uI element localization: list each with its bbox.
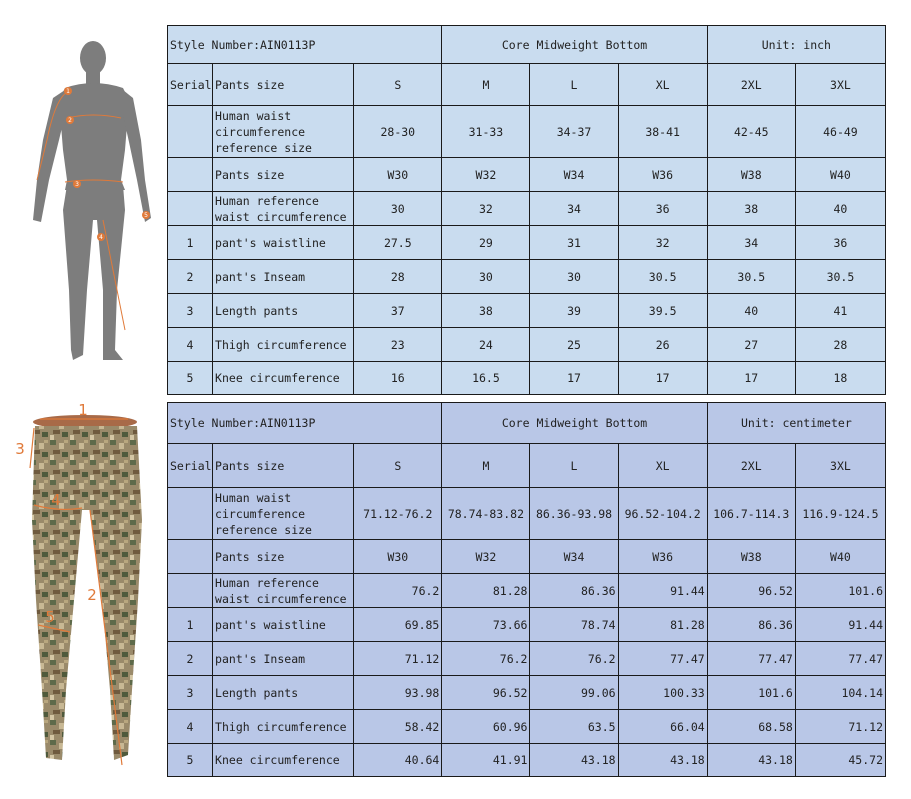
table-row (168, 710, 886, 744)
value-cell: 28-30 (354, 106, 442, 158)
table-row (168, 192, 886, 226)
row-label: Thigh circumference (213, 710, 354, 744)
value-cell: 76.2 (530, 642, 618, 676)
size-chart-centimeter (167, 402, 886, 777)
value-cell: 63.5 (530, 710, 618, 744)
serial-cell (168, 192, 213, 226)
pants-marker-1: 1 (78, 401, 88, 419)
serial-cell (168, 574, 213, 608)
product-name: Core Midweight Bottom (442, 26, 707, 64)
unit-label: Unit: inch (707, 26, 885, 64)
value-cell: W30 (354, 540, 442, 574)
table-row (168, 574, 886, 608)
value-cell: 77.47 (795, 642, 885, 676)
table-row (168, 158, 886, 192)
serial-cell: 3 (168, 294, 213, 328)
serial-cell: 4 (168, 710, 213, 744)
body-marker-3 (73, 180, 81, 188)
value-cell: 27 (707, 328, 795, 362)
table-row (168, 608, 886, 642)
body-measurement-figure (25, 30, 170, 375)
value-cell: 30.5 (618, 260, 707, 294)
table-header-row (168, 444, 886, 488)
value-cell: 45.72 (795, 744, 885, 777)
value-cell: 116.9-124.5 (795, 488, 885, 540)
serial-cell (168, 106, 213, 158)
table-row (168, 362, 886, 395)
value-cell: 43.18 (530, 744, 618, 777)
serial-cell: 3 (168, 676, 213, 710)
value-cell: 24 (442, 328, 530, 362)
value-cell: 37 (354, 294, 442, 328)
value-cell: 71.12-76.2 (354, 488, 442, 540)
value-cell: 23 (354, 328, 442, 362)
serial-cell: 5 (168, 362, 213, 395)
value-cell: 96.52-104.2 (618, 488, 707, 540)
value-cell: 17 (530, 362, 618, 395)
row-label: Human waist circumference reference size (213, 106, 354, 158)
svg-text:1: 1 (66, 88, 70, 95)
row-label: pant's waistline (213, 226, 354, 260)
serial-cell: 2 (168, 260, 213, 294)
size-header: M (442, 64, 530, 106)
value-cell: 16.5 (442, 362, 530, 395)
row-label: Knee circumference (213, 744, 354, 777)
value-cell: 36 (618, 192, 707, 226)
pants-measurement-figure (10, 400, 160, 775)
size-header: L (530, 444, 618, 488)
row-label: Length pants (213, 676, 354, 710)
size-header: 3XL (795, 64, 885, 106)
value-cell: 93.98 (354, 676, 442, 710)
size-header: S (354, 444, 442, 488)
size-header: L (530, 64, 618, 106)
body-marker-1 (64, 87, 72, 95)
value-cell: 58.42 (354, 710, 442, 744)
value-cell: 101.6 (707, 676, 795, 710)
svg-text:3: 3 (75, 181, 79, 188)
value-cell: 86.36 (707, 608, 795, 642)
value-cell: 46-49 (795, 106, 885, 158)
value-cell: 39 (530, 294, 618, 328)
value-cell: 78.74 (530, 608, 618, 642)
value-cell: 30.5 (707, 260, 795, 294)
table-row (168, 260, 886, 294)
value-cell: 26 (618, 328, 707, 362)
value-cell: 30 (530, 260, 618, 294)
value-cell: 66.04 (618, 710, 707, 744)
row-label: Thigh circumference (213, 328, 354, 362)
value-cell: 101.6 (795, 574, 885, 608)
svg-text:4: 4 (99, 234, 103, 241)
value-cell: 17 (707, 362, 795, 395)
value-cell: 60.96 (442, 710, 530, 744)
value-cell: 25 (530, 328, 618, 362)
table-row (168, 642, 886, 676)
value-cell: W40 (795, 158, 885, 192)
size-header: 2XL (707, 64, 795, 106)
value-cell: 34 (530, 192, 618, 226)
value-cell: 27.5 (354, 226, 442, 260)
value-cell: 81.28 (618, 608, 707, 642)
size-header: XL (618, 64, 707, 106)
value-cell: W36 (618, 540, 707, 574)
value-cell: 96.52 (707, 574, 795, 608)
serial-header: Serial (168, 64, 213, 106)
value-cell: W32 (442, 158, 530, 192)
value-cell: 17 (618, 362, 707, 395)
value-cell: 73.66 (442, 608, 530, 642)
value-cell: 86.36-93.98 (530, 488, 618, 540)
table-title-row (168, 26, 886, 64)
table-row (168, 744, 886, 777)
product-name: Core Midweight Bottom (442, 403, 707, 444)
body-marker-4 (97, 233, 105, 241)
table-row (168, 106, 886, 158)
value-cell: 69.85 (354, 608, 442, 642)
size-header: S (354, 64, 442, 106)
value-cell: 77.47 (618, 642, 707, 676)
value-cell: W34 (530, 158, 618, 192)
serial-cell: 1 (168, 608, 213, 642)
table-row (168, 488, 886, 540)
value-cell: 28 (354, 260, 442, 294)
table-row (168, 328, 886, 362)
value-cell: 91.44 (795, 608, 885, 642)
pants-marker-3: 3 (15, 440, 25, 458)
table-row (168, 294, 886, 328)
value-cell: 38 (442, 294, 530, 328)
value-cell: 42-45 (707, 106, 795, 158)
value-cell: 30 (354, 192, 442, 226)
human-silhouette (33, 41, 151, 360)
body-marker-2 (66, 116, 74, 124)
value-cell: 38-41 (618, 106, 707, 158)
value-cell: 99.06 (530, 676, 618, 710)
value-cell: 86.36 (530, 574, 618, 608)
value-cell: 32 (618, 226, 707, 260)
value-cell: 18 (795, 362, 885, 395)
row-label: Human waist circumference reference size (213, 488, 354, 540)
value-cell: 36 (795, 226, 885, 260)
value-cell: 68.58 (707, 710, 795, 744)
value-cell: 34-37 (530, 106, 618, 158)
value-cell: 77.47 (707, 642, 795, 676)
serial-cell: 4 (168, 328, 213, 362)
row-label: Length pants (213, 294, 354, 328)
serial-cell (168, 488, 213, 540)
value-cell: W38 (707, 540, 795, 574)
value-cell: 91.44 (618, 574, 707, 608)
size-header: 3XL (795, 444, 885, 488)
pants-size-header: Pants size (213, 64, 354, 106)
value-cell: 76.2 (354, 574, 442, 608)
value-cell: 30.5 (795, 260, 885, 294)
serial-cell (168, 540, 213, 574)
value-cell: W40 (795, 540, 885, 574)
value-cell: 40.64 (354, 744, 442, 777)
value-cell: 30 (442, 260, 530, 294)
serial-cell: 2 (168, 642, 213, 676)
table-header-row (168, 64, 886, 106)
value-cell: 43.18 (618, 744, 707, 777)
size-chart-inch (167, 25, 886, 395)
value-cell: 38 (707, 192, 795, 226)
value-cell: 96.52 (442, 676, 530, 710)
value-cell: 32 (442, 192, 530, 226)
value-cell: 16 (354, 362, 442, 395)
row-label: pant's Inseam (213, 260, 354, 294)
value-cell: 100.33 (618, 676, 707, 710)
value-cell: 43.18 (707, 744, 795, 777)
value-cell: 40 (795, 192, 885, 226)
serial-cell: 5 (168, 744, 213, 777)
svg-text:2: 2 (68, 117, 72, 124)
value-cell: 39.5 (618, 294, 707, 328)
row-label: Human reference waist circumference (213, 574, 354, 608)
value-cell: 104.14 (795, 676, 885, 710)
body-marker-5 (142, 211, 150, 219)
row-label: Knee circumference (213, 362, 354, 395)
value-cell: 71.12 (354, 642, 442, 676)
table-row (168, 676, 886, 710)
style-number: Style Number:AIN0113P (168, 403, 442, 444)
table-title-row (168, 403, 886, 444)
unit-label: Unit: centimeter (707, 403, 885, 444)
row-label: Pants size (213, 158, 354, 192)
value-cell: 29 (442, 226, 530, 260)
row-label: Pants size (213, 540, 354, 574)
value-cell: 41 (795, 294, 885, 328)
style-number: Style Number:AIN0113P (168, 26, 442, 64)
row-label: Human reference waist circumference (213, 192, 354, 226)
size-header: 2XL (707, 444, 795, 488)
serial-cell (168, 158, 213, 192)
value-cell: 34 (707, 226, 795, 260)
value-cell: 78.74-83.82 (442, 488, 530, 540)
svg-text:5: 5 (144, 212, 148, 219)
size-header: M (442, 444, 530, 488)
value-cell: 81.28 (442, 574, 530, 608)
value-cell: 31 (530, 226, 618, 260)
size-header: XL (618, 444, 707, 488)
pants-marker-2: 2 (87, 586, 97, 604)
value-cell: 40 (707, 294, 795, 328)
pants-marker-4: 4 (51, 491, 61, 509)
value-cell: W30 (354, 158, 442, 192)
value-cell: 28 (795, 328, 885, 362)
serial-cell: 1 (168, 226, 213, 260)
pants-size-header: Pants size (213, 444, 354, 488)
row-label: pant's waistline (213, 608, 354, 642)
table-row (168, 226, 886, 260)
value-cell: W38 (707, 158, 795, 192)
serial-header: Serial (168, 444, 213, 488)
value-cell: 76.2 (442, 642, 530, 676)
pants-marker-5: 5 (45, 608, 55, 626)
value-cell: W34 (530, 540, 618, 574)
value-cell: 106.7-114.3 (707, 488, 795, 540)
value-cell: W32 (442, 540, 530, 574)
row-label: pant's Inseam (213, 642, 354, 676)
value-cell: 41.91 (442, 744, 530, 777)
value-cell: W36 (618, 158, 707, 192)
table-row (168, 540, 886, 574)
value-cell: 71.12 (795, 710, 885, 744)
value-cell: 31-33 (442, 106, 530, 158)
